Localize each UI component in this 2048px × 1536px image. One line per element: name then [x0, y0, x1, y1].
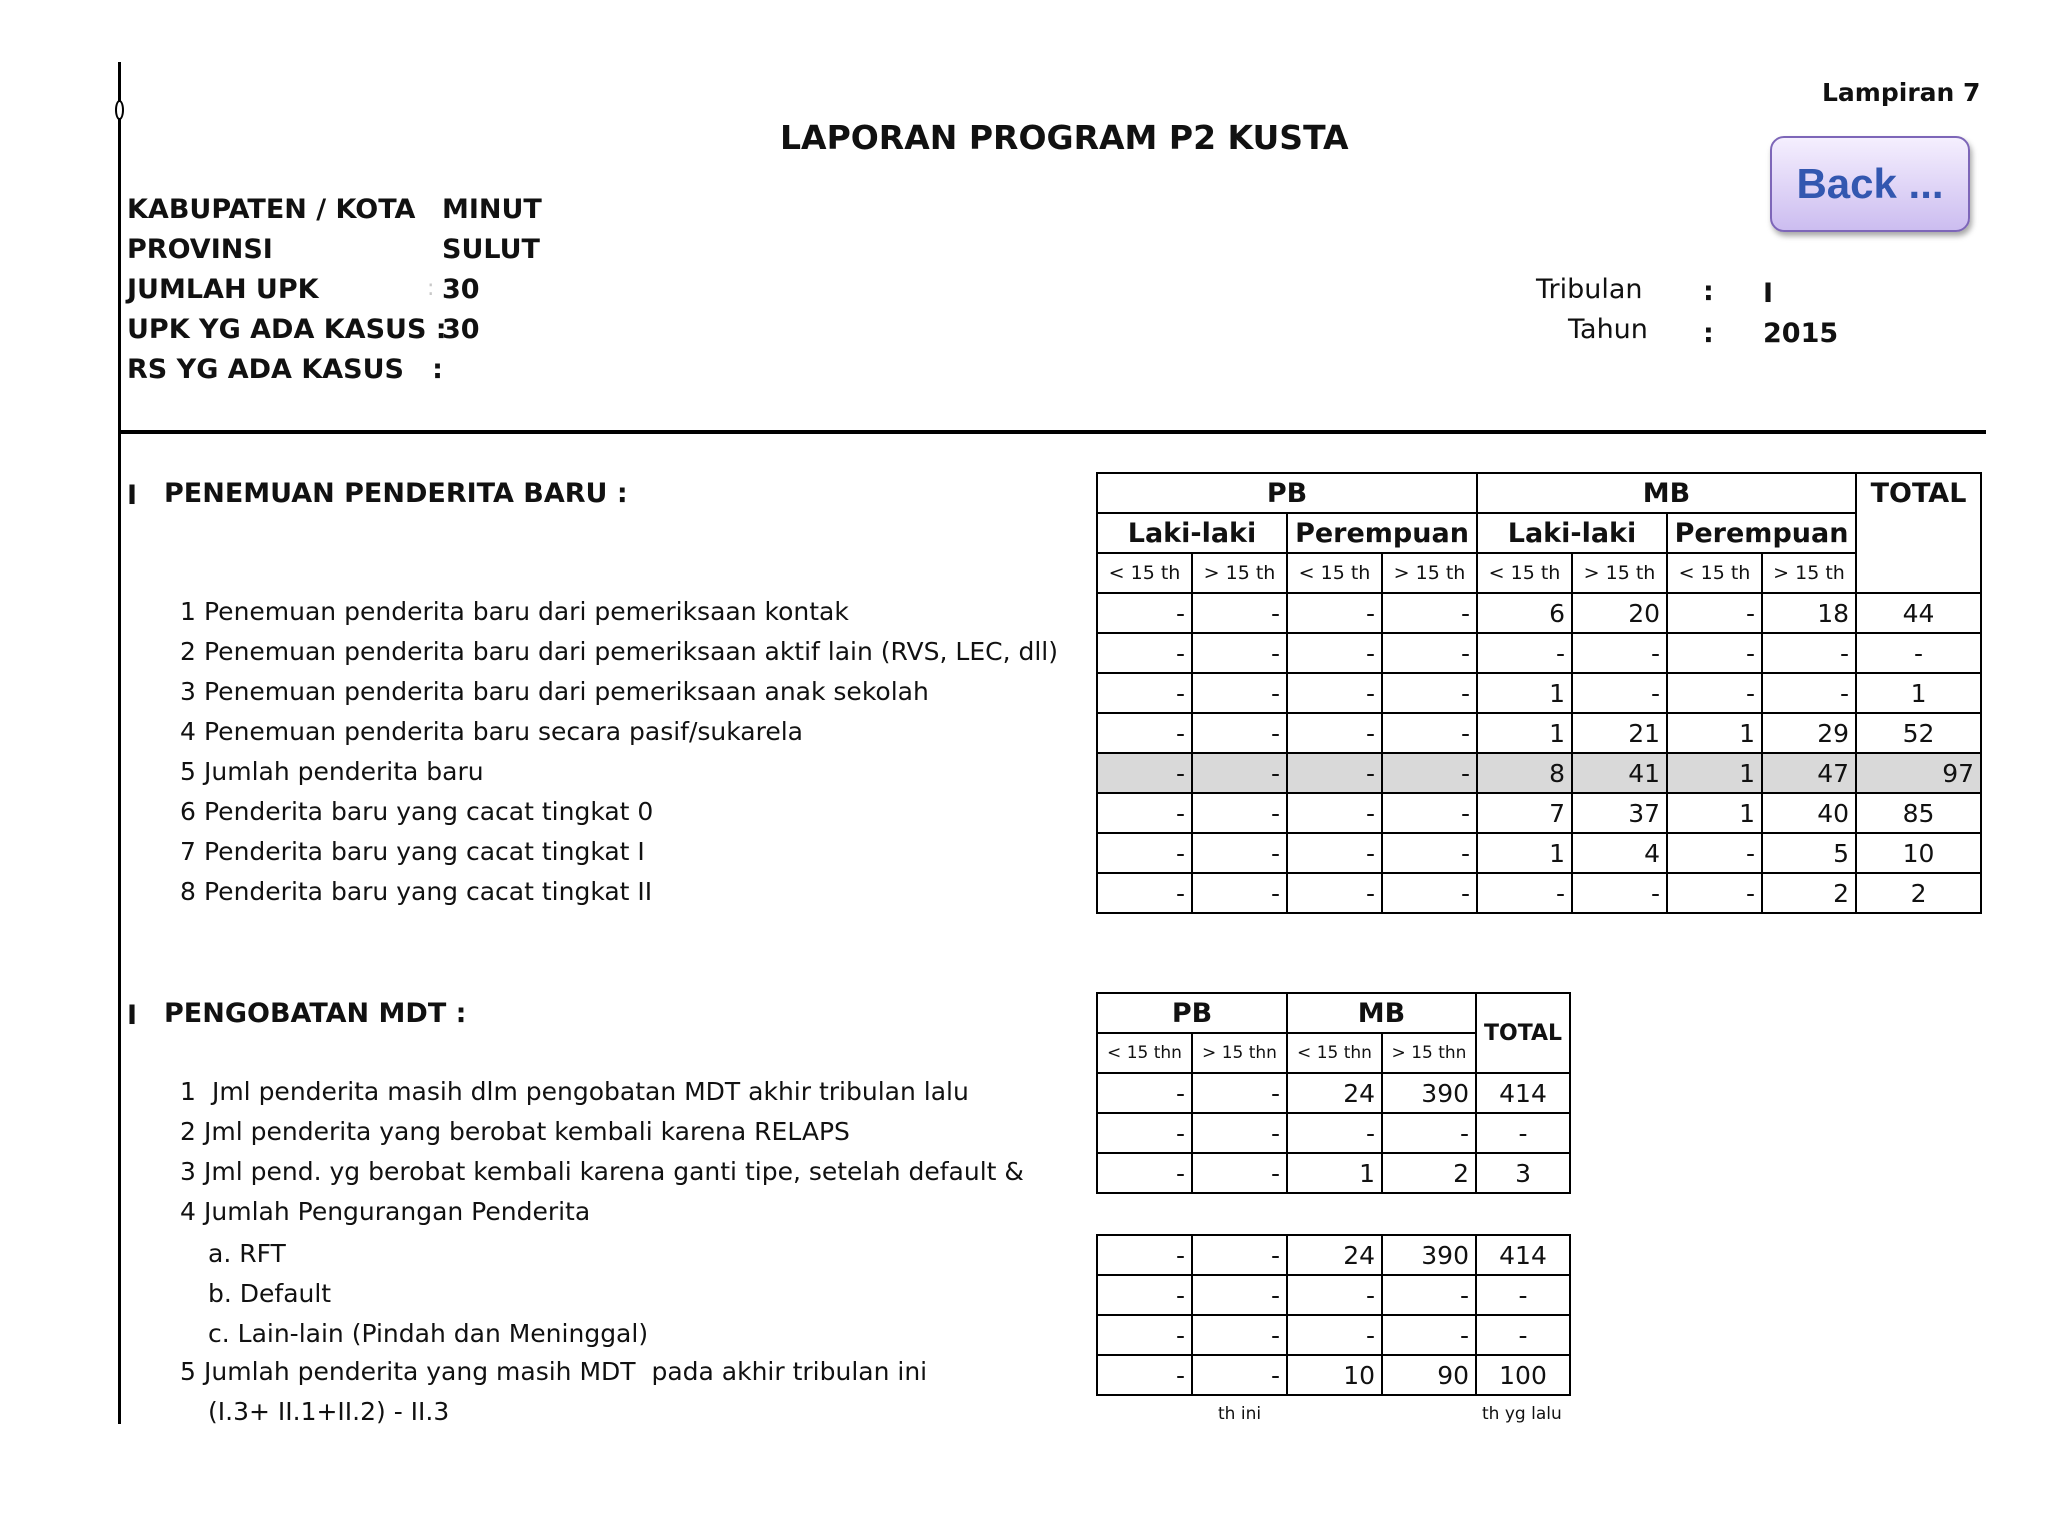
table-cell: 18 [1762, 593, 1856, 633]
item-label: Penderita baru yang cacat tingkat 0 [204, 797, 654, 826]
item-label: Jumlah penderita baru [204, 757, 484, 786]
list-item [180, 637, 1058, 666]
table-cell: - [1192, 713, 1287, 753]
section1-heading: PENEMUAN PENDERITA BARU : [164, 478, 628, 509]
list-item [180, 1197, 590, 1226]
table-cell: 6 [1477, 593, 1572, 633]
table-cell: - [1192, 633, 1287, 673]
table-cell: 85 [1856, 793, 1981, 833]
item-label: Penemuan penderita baru dari pemeriksaan kontak [204, 597, 849, 626]
table-cell: - [1287, 1275, 1382, 1315]
upk-kasus-label: UPK YG ADA KASUS : [127, 314, 447, 345]
table-cell: - [1382, 713, 1477, 753]
item-label: Jml penderita yang berobat kembali karena RELAPS [204, 1117, 850, 1146]
table-cell: 1 [1856, 673, 1981, 713]
table-cell: - [1192, 833, 1287, 873]
table-cell: 41 [1572, 753, 1667, 793]
table-cell: 1 [1667, 753, 1762, 793]
table-cell: 21 [1572, 713, 1667, 753]
table-row [1097, 1275, 1570, 1315]
table-cell: - [1097, 1113, 1192, 1153]
table-cell: - [1097, 873, 1192, 913]
item-label: Jumlah Pengurangan Penderita [204, 1197, 591, 1226]
table-cell: - [1287, 873, 1382, 913]
table-row [1097, 1235, 1570, 1275]
provinsi-label: PROVINSI [127, 234, 273, 265]
header-divider [118, 430, 1986, 434]
table-cell: - [1667, 873, 1762, 913]
age-gt15-header: > 15 thn [1192, 1033, 1287, 1073]
table-row [1097, 713, 1981, 753]
item-number: 5 [180, 757, 196, 786]
table-cell: - [1097, 1315, 1192, 1355]
age-gt15-header: > 15 th [1192, 553, 1287, 593]
jumlah-upk-value: 30 [442, 274, 480, 305]
table-row [1097, 673, 1981, 713]
item-number: 4 [180, 1197, 196, 1226]
table-cell: 1 [1667, 793, 1762, 833]
table-cell: - [1382, 593, 1477, 633]
pb-laki-header: Laki-laki [1097, 513, 1287, 553]
list-item [180, 1077, 969, 1106]
footnote-last-year: th yg lalu [1482, 1404, 1562, 1424]
mb-group-header: MB [1477, 473, 1856, 513]
table-cell: - [1192, 1235, 1287, 1275]
item-label: a. RFT [208, 1239, 286, 1268]
table-cell: - [1856, 633, 1981, 673]
table-cell: 40 [1762, 793, 1856, 833]
table-cell: 5 [1762, 833, 1856, 873]
tribulan-separator: : [1703, 276, 1714, 307]
table-cell: - [1097, 673, 1192, 713]
table-cell: - [1097, 833, 1192, 873]
table-cell: - [1097, 1275, 1192, 1315]
list-item [208, 1319, 648, 1348]
pb-group-header: PB [1097, 993, 1287, 1033]
list-item [180, 1117, 850, 1146]
table-cell: - [1192, 793, 1287, 833]
item-label: c. Lain-lain (Pindah dan Meninggal) [208, 1319, 649, 1348]
table-cell: - [1287, 633, 1382, 673]
table-cell: 20 [1572, 593, 1667, 633]
section1-table [1096, 472, 1982, 914]
tribulan-label: Tribulan [1536, 274, 1643, 305]
list-item [180, 677, 929, 706]
pb-perempuan-header: Perempuan [1287, 513, 1477, 553]
table-cell: - [1382, 633, 1477, 673]
pb-group-header: PB [1097, 473, 1477, 513]
table-cell: - [1097, 1153, 1192, 1193]
margin-marker [115, 100, 124, 120]
table-cell: 2 [1382, 1153, 1476, 1193]
mb-group-header: MB [1287, 993, 1476, 1033]
table-row [1097, 1113, 1570, 1153]
table-cell: 97 [1856, 753, 1981, 793]
table-cell: - [1477, 873, 1572, 913]
table-cell: 29 [1762, 713, 1856, 753]
total-header: TOTAL [1476, 993, 1570, 1073]
section1-number: I [127, 480, 138, 511]
age-gt15-header: > 15 th [1762, 553, 1856, 593]
item-number: 2 [180, 1117, 196, 1146]
age-lt15-header: < 15 th [1477, 553, 1572, 593]
provinsi-value: SULUT [442, 234, 540, 265]
table-cell: 1 [1477, 673, 1572, 713]
table-cell: - [1192, 593, 1287, 633]
table-row [1097, 1073, 1570, 1113]
jumlah-upk-separator: : [427, 276, 435, 301]
table-cell: - [1667, 593, 1762, 633]
list-item [180, 717, 803, 746]
age-lt15-header: < 15 thn [1097, 1033, 1192, 1073]
table-cell: - [1382, 1275, 1476, 1315]
table-cell: 8 [1477, 753, 1572, 793]
table-cell: - [1382, 673, 1477, 713]
item-label: Jml penderita masih dlm pengobatan MDT akhir tribulan lalu [204, 1077, 969, 1106]
table-cell: 37 [1572, 793, 1667, 833]
table-cell: - [1382, 793, 1477, 833]
section2-table-top [1096, 992, 1571, 1194]
left-margin-line [118, 62, 121, 1424]
item-label: Jml pend. yg berobat kembali karena ganti tipe, setelah default & [204, 1157, 1024, 1186]
item-number: 1 [180, 597, 196, 626]
table-cell: - [1192, 873, 1287, 913]
table-cell: - [1192, 1275, 1287, 1315]
list-item [180, 797, 653, 826]
table-cell: - [1762, 633, 1856, 673]
kabupaten-label: KABUPATEN / KOTA [127, 194, 416, 225]
table-cell: 52 [1856, 713, 1981, 753]
table-cell: - [1287, 593, 1382, 633]
item-number: 4 [180, 717, 196, 746]
age-lt15-header: < 15 th [1667, 553, 1762, 593]
age-lt15-header: < 15 th [1287, 553, 1382, 593]
rs-kasus-label: RS YG ADA KASUS : [127, 354, 443, 385]
item-number: 2 [180, 637, 196, 666]
table-row [1097, 753, 1981, 793]
table-cell: - [1667, 673, 1762, 713]
table-cell: - [1287, 753, 1382, 793]
table-cell: 47 [1762, 753, 1856, 793]
list-item [180, 877, 652, 906]
item-label: (I.3+ II.1+II.2) - II.3 [208, 1397, 450, 1426]
table-cell: 100 [1476, 1355, 1570, 1395]
table-cell: 1 [1477, 833, 1572, 873]
table-cell: 2 [1856, 873, 1981, 913]
table-cell: - [1097, 1073, 1192, 1113]
item-number: 7 [180, 837, 196, 866]
age-lt15-header: < 15 th [1097, 553, 1192, 593]
item-label: Penderita baru yang cacat tingkat I [204, 837, 645, 866]
item-label: Penderita baru yang cacat tingkat II [204, 877, 653, 906]
table-cell: - [1287, 673, 1382, 713]
table-row [1097, 833, 1981, 873]
table-cell: 414 [1476, 1235, 1570, 1275]
jumlah-upk-label: JUMLAH UPK [127, 274, 319, 305]
item-number: 8 [180, 877, 196, 906]
list-item [180, 837, 645, 866]
list-item [208, 1397, 449, 1426]
table-cell: - [1287, 713, 1382, 753]
item-label: Penemuan penderita baru dari pemeriksaan anak sekolah [204, 677, 929, 706]
age-gt15-header: > 15 th [1572, 553, 1667, 593]
section2-heading: PENGOBATAN MDT : [164, 998, 467, 1029]
table-row [1097, 1355, 1570, 1395]
age-gt15-header: > 15 thn [1382, 1033, 1476, 1073]
tahun-label: Tahun [1568, 314, 1648, 345]
mb-perempuan-header: Perempuan [1667, 513, 1856, 553]
list-item [180, 1157, 1024, 1186]
back-button[interactable]: Back ... [1770, 136, 1970, 232]
table-cell: 7 [1477, 793, 1572, 833]
tahun-value: 2015 [1763, 318, 1839, 349]
list-item [208, 1279, 331, 1308]
item-number: 1 [180, 1077, 196, 1106]
table-cell: - [1192, 1355, 1287, 1395]
appendix-label: Lampiran 7 [1822, 78, 1981, 107]
table-cell: 44 [1856, 593, 1981, 633]
section2-number: I [127, 1000, 138, 1031]
list-item [180, 757, 484, 786]
table-cell: - [1097, 633, 1192, 673]
item-label: Jumlah penderita yang masih MDT pada akhir tribulan ini [204, 1357, 928, 1386]
table-row [1097, 1153, 1570, 1193]
item-label: Penemuan penderita baru secara pasif/sukarela [204, 717, 803, 746]
table-cell: - [1287, 793, 1382, 833]
item-label: Penemuan penderita baru dari pemeriksaan aktif lain (RVS, LEC, dll) [204, 637, 1059, 666]
table-cell: - [1477, 633, 1572, 673]
list-item [208, 1239, 286, 1268]
table-row [1097, 1315, 1570, 1355]
table-row [1097, 593, 1981, 633]
table-row [1097, 873, 1981, 913]
table-cell: 1 [1287, 1153, 1382, 1193]
table-cell: - [1572, 673, 1667, 713]
upk-kasus-value: 30 [442, 314, 480, 345]
item-label: b. Default [208, 1279, 332, 1308]
mb-laki-header: Laki-laki [1477, 513, 1667, 553]
total-header: TOTAL [1856, 473, 1981, 593]
table-cell: - [1476, 1315, 1570, 1355]
table-cell: - [1382, 833, 1477, 873]
table-cell: - [1476, 1275, 1570, 1315]
section2-table-bottom [1096, 1234, 1571, 1396]
list-item [180, 597, 849, 626]
table-cell: - [1192, 1315, 1287, 1355]
table-cell: - [1097, 1235, 1192, 1275]
age-lt15-header: < 15 thn [1287, 1033, 1382, 1073]
table-cell: - [1382, 1315, 1476, 1355]
table-cell: - [1097, 1355, 1192, 1395]
item-number: 5 [180, 1357, 196, 1386]
age-gt15-header: > 15 th [1382, 553, 1477, 593]
page-title: LAPORAN PROGRAM P2 KUSTA [780, 118, 1349, 157]
table-cell: - [1097, 593, 1192, 633]
item-number: 3 [180, 1157, 196, 1186]
table-cell: 24 [1287, 1235, 1382, 1275]
table-cell: - [1192, 1073, 1287, 1113]
table-cell: - [1192, 1113, 1287, 1153]
table-cell: - [1476, 1113, 1570, 1153]
table-cell: - [1382, 873, 1477, 913]
table-cell: - [1762, 673, 1856, 713]
table-cell: 1 [1477, 713, 1572, 753]
table-cell: - [1192, 753, 1287, 793]
table-cell: 414 [1476, 1073, 1570, 1113]
item-number: 6 [180, 797, 196, 826]
table-cell: - [1192, 673, 1287, 713]
footnote-this-year: th ini [1218, 1404, 1262, 1424]
table-cell: 1 [1667, 713, 1762, 753]
table-cell: - [1382, 753, 1477, 793]
tahun-separator: : [1703, 318, 1714, 349]
tribulan-value: I [1763, 278, 1774, 309]
table-row [1097, 793, 1981, 833]
table-cell: - [1097, 793, 1192, 833]
table-cell: - [1572, 633, 1667, 673]
kabupaten-value: MINUT [442, 194, 542, 225]
table-cell: 390 [1382, 1073, 1476, 1113]
table-cell: - [1097, 753, 1192, 793]
table-cell: 24 [1287, 1073, 1382, 1113]
table-cell: - [1287, 1113, 1382, 1153]
table-cell: 390 [1382, 1235, 1476, 1275]
table-cell: 2 [1762, 873, 1856, 913]
table-cell: - [1382, 1113, 1476, 1153]
table-cell: - [1667, 633, 1762, 673]
table-cell: - [1572, 873, 1667, 913]
table-cell: - [1667, 833, 1762, 873]
table-cell: 10 [1856, 833, 1981, 873]
list-item [180, 1357, 927, 1386]
table-cell: 10 [1287, 1355, 1382, 1395]
table-cell: 3 [1476, 1153, 1570, 1193]
table-cell: 4 [1572, 833, 1667, 873]
item-number: 3 [180, 677, 196, 706]
table-cell: - [1287, 833, 1382, 873]
table-cell: - [1287, 1315, 1382, 1355]
table-cell: - [1192, 1153, 1287, 1193]
table-cell: - [1097, 713, 1192, 753]
table-cell: 90 [1382, 1355, 1476, 1395]
table-row [1097, 633, 1981, 673]
